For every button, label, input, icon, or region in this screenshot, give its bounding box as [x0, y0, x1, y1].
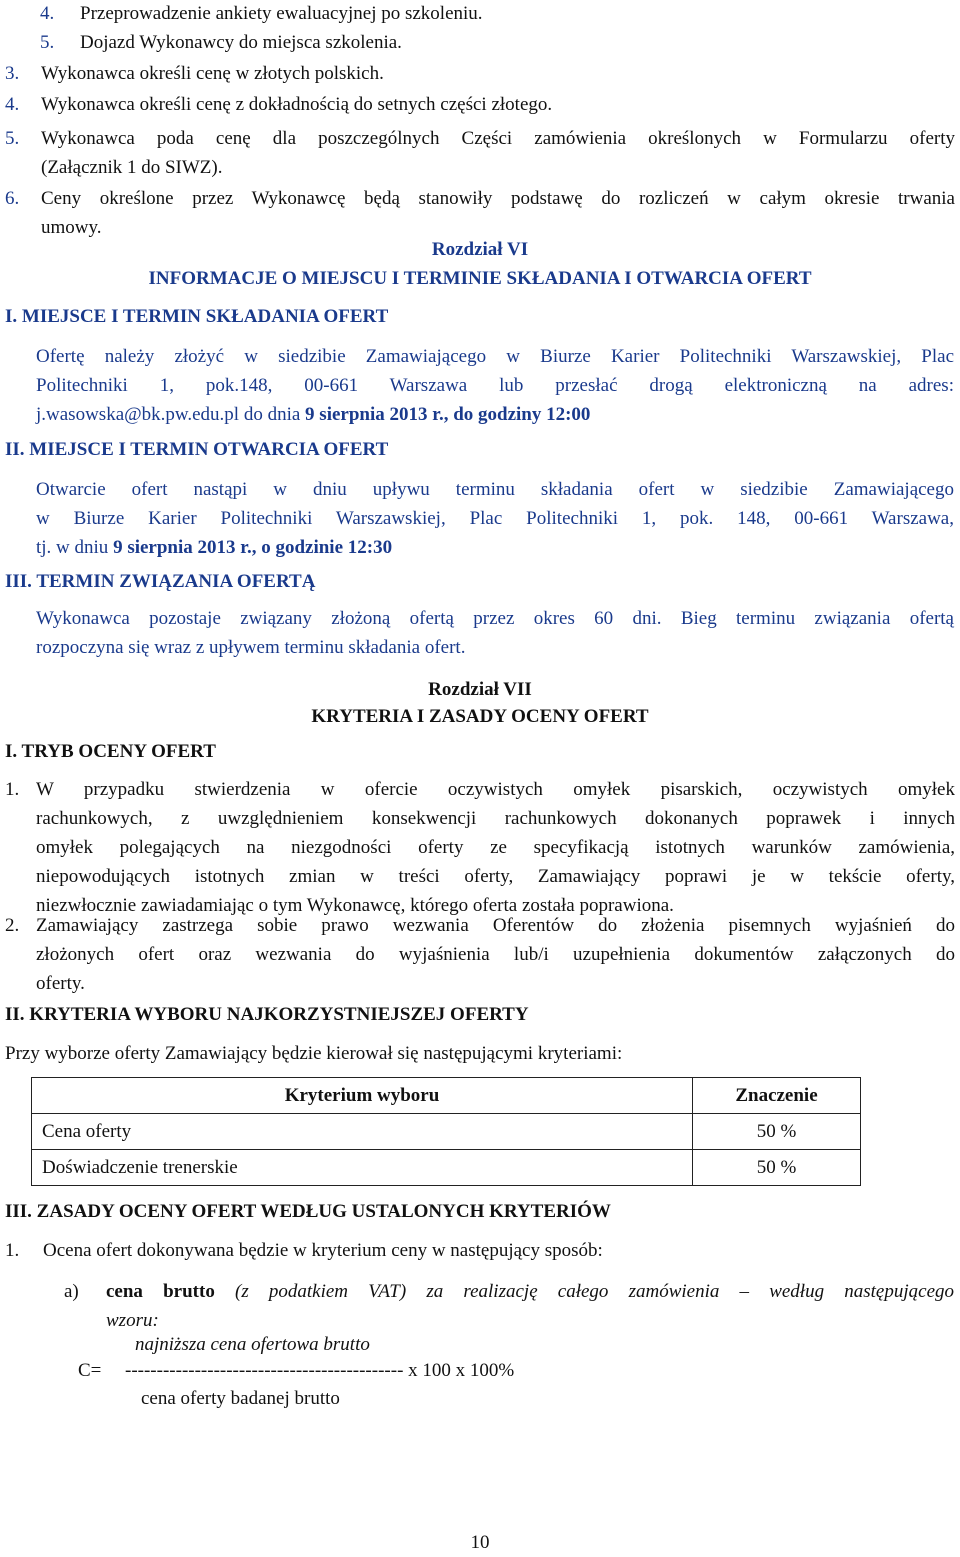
list-item [5, 90, 925, 119]
criteria-table [31, 1077, 861, 1186]
table-row [32, 1114, 861, 1150]
list-number: 2. [5, 915, 20, 936]
paragraph-line: w Biurze Karier Politechniki Warszawskiej, Plac Politechniki 1, pok. 148, 00-661 Warszawa, [36, 508, 954, 529]
formula-label: C= [78, 1360, 102, 1381]
list-text [36, 911, 955, 998]
list-text-line: Ceny określone przez Wykonawcę będą stanowiły podstawę do rozliczeń w całym okresie trwania [41, 188, 955, 209]
table-cell: 50 % [693, 1114, 861, 1150]
paragraph-line: niepowodujących istotnych zmian w treści oferty, Zamawiający poprawi je w tekście oferty, [36, 866, 955, 887]
chapter-subtitle: KRYTERIA I ZASADY OCENY OFERT [311, 706, 649, 727]
chapter-subtitle: INFORMACJE O MIEJSCU I TERMINIE SKŁADANIA I OTWARCIA OFERT [148, 268, 812, 289]
list-item [5, 59, 925, 88]
table-cell: Cena oferty [32, 1114, 693, 1150]
paragraph-line: rozpoczyna się wraz z upływem terminu składania ofert. [36, 637, 466, 658]
table-header-cell: Znaczenie [693, 1078, 861, 1114]
paragraph-line: Politechniki 1, pok.148, 00-661 Warszawa lub przesłać drogą elektroniczną na adres: [36, 375, 954, 396]
list-text-line: Wykonawca poda cenę dla poszczególnych Części zamówienia określonych w Formularzu oferty [41, 128, 955, 149]
section-paragraph: Przy wyborze oferty Zamawiający będzie kierował się następującymi kryteriami: [5, 1043, 623, 1064]
formula-denominator: cena oferty badanej brutto [141, 1388, 340, 1409]
section-heading: II. MIEJSCE I TERMIN OTWARCIA OFERT [5, 439, 389, 460]
list-text: Ocena ofert dokonywana będzie w kryterium ceny w następujący sposób: [43, 1240, 603, 1261]
list-item [40, 28, 920, 57]
list-item [5, 911, 955, 1001]
list-number: 5. [40, 32, 55, 53]
paragraph-line: Zamawiający zastrzega sobie prawo wezwania Oferentów do złożenia pisemnych wyjaśnień do [36, 915, 955, 936]
opening-date-prefix: tj. w dniu [36, 537, 114, 558]
list-text: Przeprowadzenie ankiety ewaluacyjnej po szkoleniu. [80, 3, 483, 24]
list-number: 6. [5, 188, 20, 209]
paragraph-line: wzoru: [106, 1310, 159, 1331]
paragraph-line: Otwarcie ofert nastąpi w dniu upływu terminu składania ofert w siedzibie Zamawiającego [36, 479, 954, 500]
list-number: 1. [5, 779, 20, 800]
list-text [41, 184, 955, 242]
opening-date: 9 sierpnia 2013 r. [113, 537, 252, 558]
formula-fraction-bar: -------------------------------------------- x 100 x 100% [125, 1360, 515, 1381]
list-text-line: (Załącznik 1 do SIWZ). [41, 157, 223, 178]
list-number: 4. [40, 3, 55, 24]
list-number: 3. [5, 63, 20, 84]
section-heading: I. MIEJSCE I TERMIN SKŁADANIA OFERT [5, 306, 389, 327]
paragraph-line: niezwłocznie zawiadamiając o tym Wykonawcę, którego oferta została poprawiona. [36, 895, 674, 916]
section-paragraph [36, 604, 954, 662]
list-item [5, 124, 955, 184]
table-header-row [32, 1078, 861, 1114]
paragraph-line: oferty. [36, 973, 85, 994]
list-item [5, 775, 955, 925]
deadline-date: 9 sierpnia 2013 r. [305, 404, 444, 425]
chapter-title: Rozdział VI [431, 239, 529, 260]
formula-numerator [135, 1330, 370, 1359]
chapter-title: Rozdział VII [428, 679, 532, 700]
list-item [5, 1236, 955, 1265]
paragraph-line: Ofertę należy złożyć w siedzibie Zamawiającego w Biurze Karier Politechniki Warszawskiej, Plac [36, 346, 954, 367]
paragraph-line: złożonych ofert oraz wezwania do wyjaśnienia lub/i uzupełnienia dokumentów załączonych do [36, 944, 955, 965]
list-text: Wykonawca określi cenę w złotych polskich. [41, 63, 384, 84]
list-text [36, 775, 955, 920]
page-number: 10 [470, 1532, 490, 1553]
bold-phrase: cena brutto [106, 1281, 215, 1302]
section-heading: III. TERMIN ZWIĄZANIA OFERTĄ [5, 571, 316, 592]
paragraph-line: omyłek polegających na niezgodności oferty ze specyfikacją istotnych warunków zamówienia, [36, 837, 955, 858]
list-text-line: umowy. [41, 217, 102, 238]
section-heading: III. ZASADY OCENY OFERT WEDŁUG USTALONYCH KRYTERIÓW [5, 1201, 611, 1222]
list-number: 1. [5, 1240, 20, 1261]
deadline-hour: , do godziny 12:00 [443, 404, 591, 425]
list-text [41, 124, 955, 182]
list-number: 4. [5, 94, 20, 115]
list-text: Dojazd Wykonawcy do miejsca szkolenia. [80, 32, 402, 53]
sub-list-label: a) [64, 1281, 79, 1302]
paragraph-line: Wykonawca pozostaje związany złożoną ofertą przez okres 60 dni. Bieg terminu związania ofertą [36, 608, 954, 629]
paragraph-line: W przypadku stwierdzenia w ofercie oczywistych omyłek pisarskich, oczywistych omyłek [36, 779, 955, 800]
paragraph-line [106, 1277, 954, 1306]
sub-list-item [64, 1277, 954, 1337]
paragraph-line [36, 400, 954, 429]
list-item [40, 0, 920, 28]
sub-list-text [106, 1277, 954, 1335]
section-paragraph [36, 342, 954, 429]
table-cell: Doświadczenie trenerskie [32, 1150, 693, 1186]
opening-hour: , o godzinie 12:30 [251, 537, 393, 558]
email-text: j.wasowska@bk.pw.edu.pl do dnia [36, 404, 306, 425]
section-paragraph [36, 475, 954, 562]
table-cell: 50 % [693, 1150, 861, 1186]
list-text: Wykonawca określi cenę z dokładnością do setnych części złotego. [41, 94, 553, 115]
italic-phrase: (z podatkiem VAT) za realizację całego zamówienia – według następującego [214, 1281, 955, 1302]
paragraph-line: rachunkowych, z uwzględnieniem konsekwencji rachunkowych dokonanych poprawek i innych [36, 808, 955, 829]
section-heading: II. KRYTERIA WYBORU NAJKORZYSTNIEJSZEJ OFERTY [5, 1004, 529, 1025]
formula-numerator-text: najniższa cena ofertowa brutto [135, 1334, 370, 1355]
table-row [32, 1150, 861, 1186]
list-number: 5. [5, 128, 20, 149]
table-header-cell: Kryterium wyboru [32, 1078, 693, 1114]
section-heading: I. TRYB OCENY OFERT [5, 741, 216, 762]
paragraph-line [36, 533, 954, 562]
